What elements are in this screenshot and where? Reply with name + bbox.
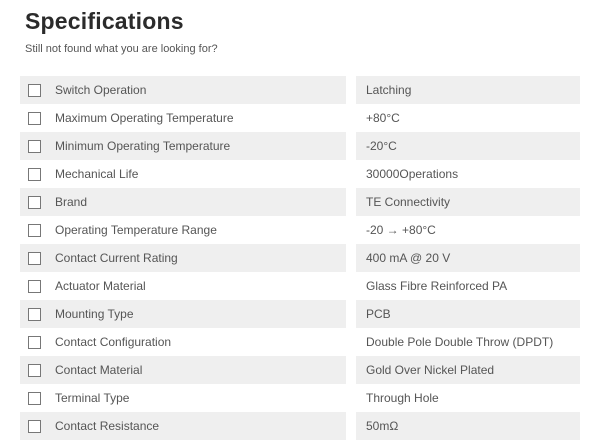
spec-name-label: Contact Configuration [55,335,172,349]
table-row [20,384,580,412]
spec-value: 400 mA @ 20 V [356,244,580,272]
spec-name-label: Minimum Operating Temperature [55,139,231,153]
spec-value: Through Hole [356,384,580,412]
spec-name-label: Terminal Type [55,391,130,405]
specifications-table [20,76,580,440]
row-checkbox[interactable] [28,252,41,265]
row-checkbox[interactable] [28,336,41,349]
row-checkbox[interactable] [28,112,41,125]
spec-name-label: Mounting Type [55,307,134,321]
spec-name-label: Operating Temperature Range [55,223,217,237]
row-checkbox[interactable] [28,84,41,97]
spec-value: Double Pole Double Throw (DPDT) [356,328,580,356]
spec-value: -20°C [356,132,580,160]
row-checkbox[interactable] [28,392,41,405]
spec-value: -20 → +80°C [356,216,580,244]
spec-value: Latching [356,76,580,104]
spec-name-label: Switch Operation [55,83,147,97]
table-row [20,328,580,356]
page-title: Specifications [25,8,184,34]
table-row [20,300,580,328]
spec-value: PCB [356,300,580,328]
table-row [20,216,580,244]
table-row [20,76,580,104]
spec-name-label: Brand [55,195,88,209]
spec-name-label: Contact Material [55,363,143,377]
spec-value: Gold Over Nickel Plated [356,356,580,384]
table-row [20,132,580,160]
spec-name-label: Actuator Material [55,279,146,293]
spec-value: 30000Operations [356,160,580,188]
row-checkbox[interactable] [28,364,41,377]
row-checkbox[interactable] [28,140,41,153]
spec-name-label: Contact Resistance [55,419,160,433]
spec-name-label: Mechanical Life [55,167,139,181]
table-row [20,104,580,132]
row-checkbox[interactable] [28,280,41,293]
row-checkbox[interactable] [28,168,41,181]
spec-value: TE Connectivity [356,188,580,216]
spec-name-label: Maximum Operating Temperature [55,111,234,125]
row-checkbox[interactable] [28,308,41,321]
row-checkbox[interactable] [28,224,41,237]
spec-name-label: Contact Current Rating [55,251,178,265]
table-row [20,272,580,300]
table-row [20,356,580,384]
table-row [20,412,580,440]
table-row [20,244,580,272]
spec-value: Glass Fibre Reinforced PA [356,272,580,300]
table-row [20,188,580,216]
row-checkbox[interactable] [28,420,41,433]
spec-value: +80°C [356,104,580,132]
table-row [20,160,580,188]
spec-value: 50mΩ [356,412,580,440]
subtitle-text: Still not found what you are looking for? [25,43,218,55]
row-checkbox[interactable] [28,196,41,209]
